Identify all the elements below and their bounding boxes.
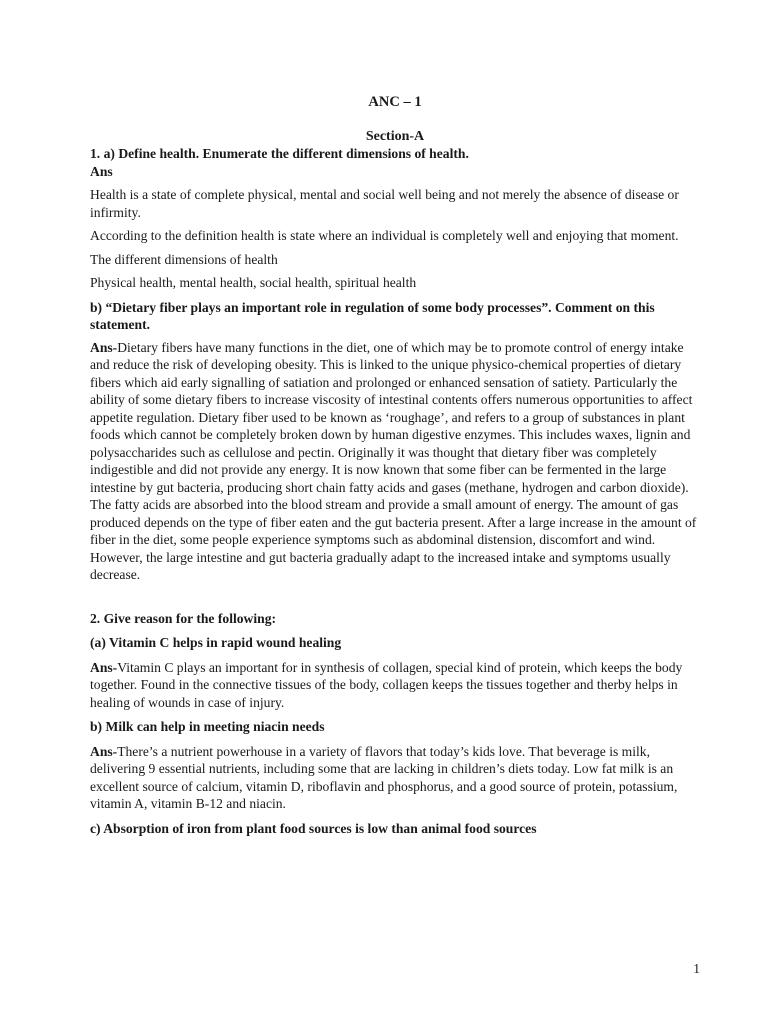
answer-paragraph: Physical health, mental health, social health, spiritual health — [90, 275, 417, 290]
answer-paragraph — [90, 743, 700, 813]
question-1b-heading: b) “Dietary fiber plays an important role in regulation of some body processes”. Comment on this statement. — [90, 299, 655, 332]
question-2a-heading: (a) Vitamin C helps in rapid wound healing — [90, 635, 342, 650]
document-title: ANC – 1 — [368, 94, 422, 110]
answer-label: Ans- — [90, 659, 118, 675]
answer-label: Ans- — [90, 743, 118, 759]
answer-text: Dietary fibers have many functions in the diet, one of which may be to promote control of energy intake and reduce the risk of developing obesity. This is linked to the unique physico-chemical properties of dietary fibers which aid early signalling of satiation and prolonged or enhanced sensation of satiety. Particularly the ability of some dietary fibers to increase viscosity of intestinal contents offers numerous opportunities to affect appetite regulation. Dietary fiber used to be known as ‘roughage’, and refers to a group of substances in plant foods which cannot be completely broken down by human digestive enzymes. This includes waxes, lignin and polysaccharides such as cellulose and pectin. Originally it was thought that dietary fiber was completely indigestible and did not provide any energy. It is now known that some fiber can be fermented in the large intestine by gut bacteria, producing short chain fatty acids and gases (methane, hydrogen and carbon dioxide). The fatty acids are absorbed into the blood stream and provide a small amount of energy. The amount of gas produced depends on the type of fiber eaten and the gut bacteria present. After a large increase in the amount of fiber in the diet, some people experience symptoms such as abdominal distension, discomfort and wind. However, the large intestine and gut bacteria gradually adapt to the increased intake and symptoms usually decrease. — [90, 339, 697, 582]
answer-text: Vitamin C plays an important for in synthesis of collagen, special kind of protein, which keeps the body together. Found in the connective tissues of the body, collagen keeps the tissues together and therby helps in healing of wounds in case of injury. — [90, 659, 683, 710]
answer-label: Ans- — [90, 339, 118, 355]
question-1a-heading: 1. a) Define health. Enumerate the different dimensions of health. — [90, 146, 469, 161]
section-heading: Section-A — [365, 129, 425, 144]
question-2-heading: 2. Give reason for the following: — [90, 610, 277, 626]
question-2c-heading: c) Absorption of iron from plant food sources is low than animal food sources — [90, 820, 537, 836]
page-number: 1 — [693, 961, 700, 976]
answer-paragraph: According to the definition health is state where an individual is completely well and enjoying that moment. — [90, 228, 679, 243]
answer-text: There’s a nutrient powerhouse in a variety of flavors that today’s kids love. That beverage is milk, delivering 9 essential nutrients, including some that are lacking in children’s diets today. Low fat milk is an excellent source of calcium, vitamin D, riboflavin and phosphorus, and a good source of protein, potassium, vitamin A, vitamin B-12 and niacin. — [90, 743, 678, 811]
page-content — [90, 94, 700, 837]
answer-paragraph — [90, 659, 700, 712]
question-2b-heading: b) Milk can help in meeting niacin needs — [90, 719, 325, 734]
answer-paragraph: The different dimensions of health — [90, 251, 278, 267]
answer-paragraph: Health is a state of complete physical, mental and social well being and not merely the absence of disease or infirmity. — [90, 187, 679, 220]
answer-label: Ans — [90, 163, 113, 179]
answer-paragraph — [90, 339, 700, 584]
